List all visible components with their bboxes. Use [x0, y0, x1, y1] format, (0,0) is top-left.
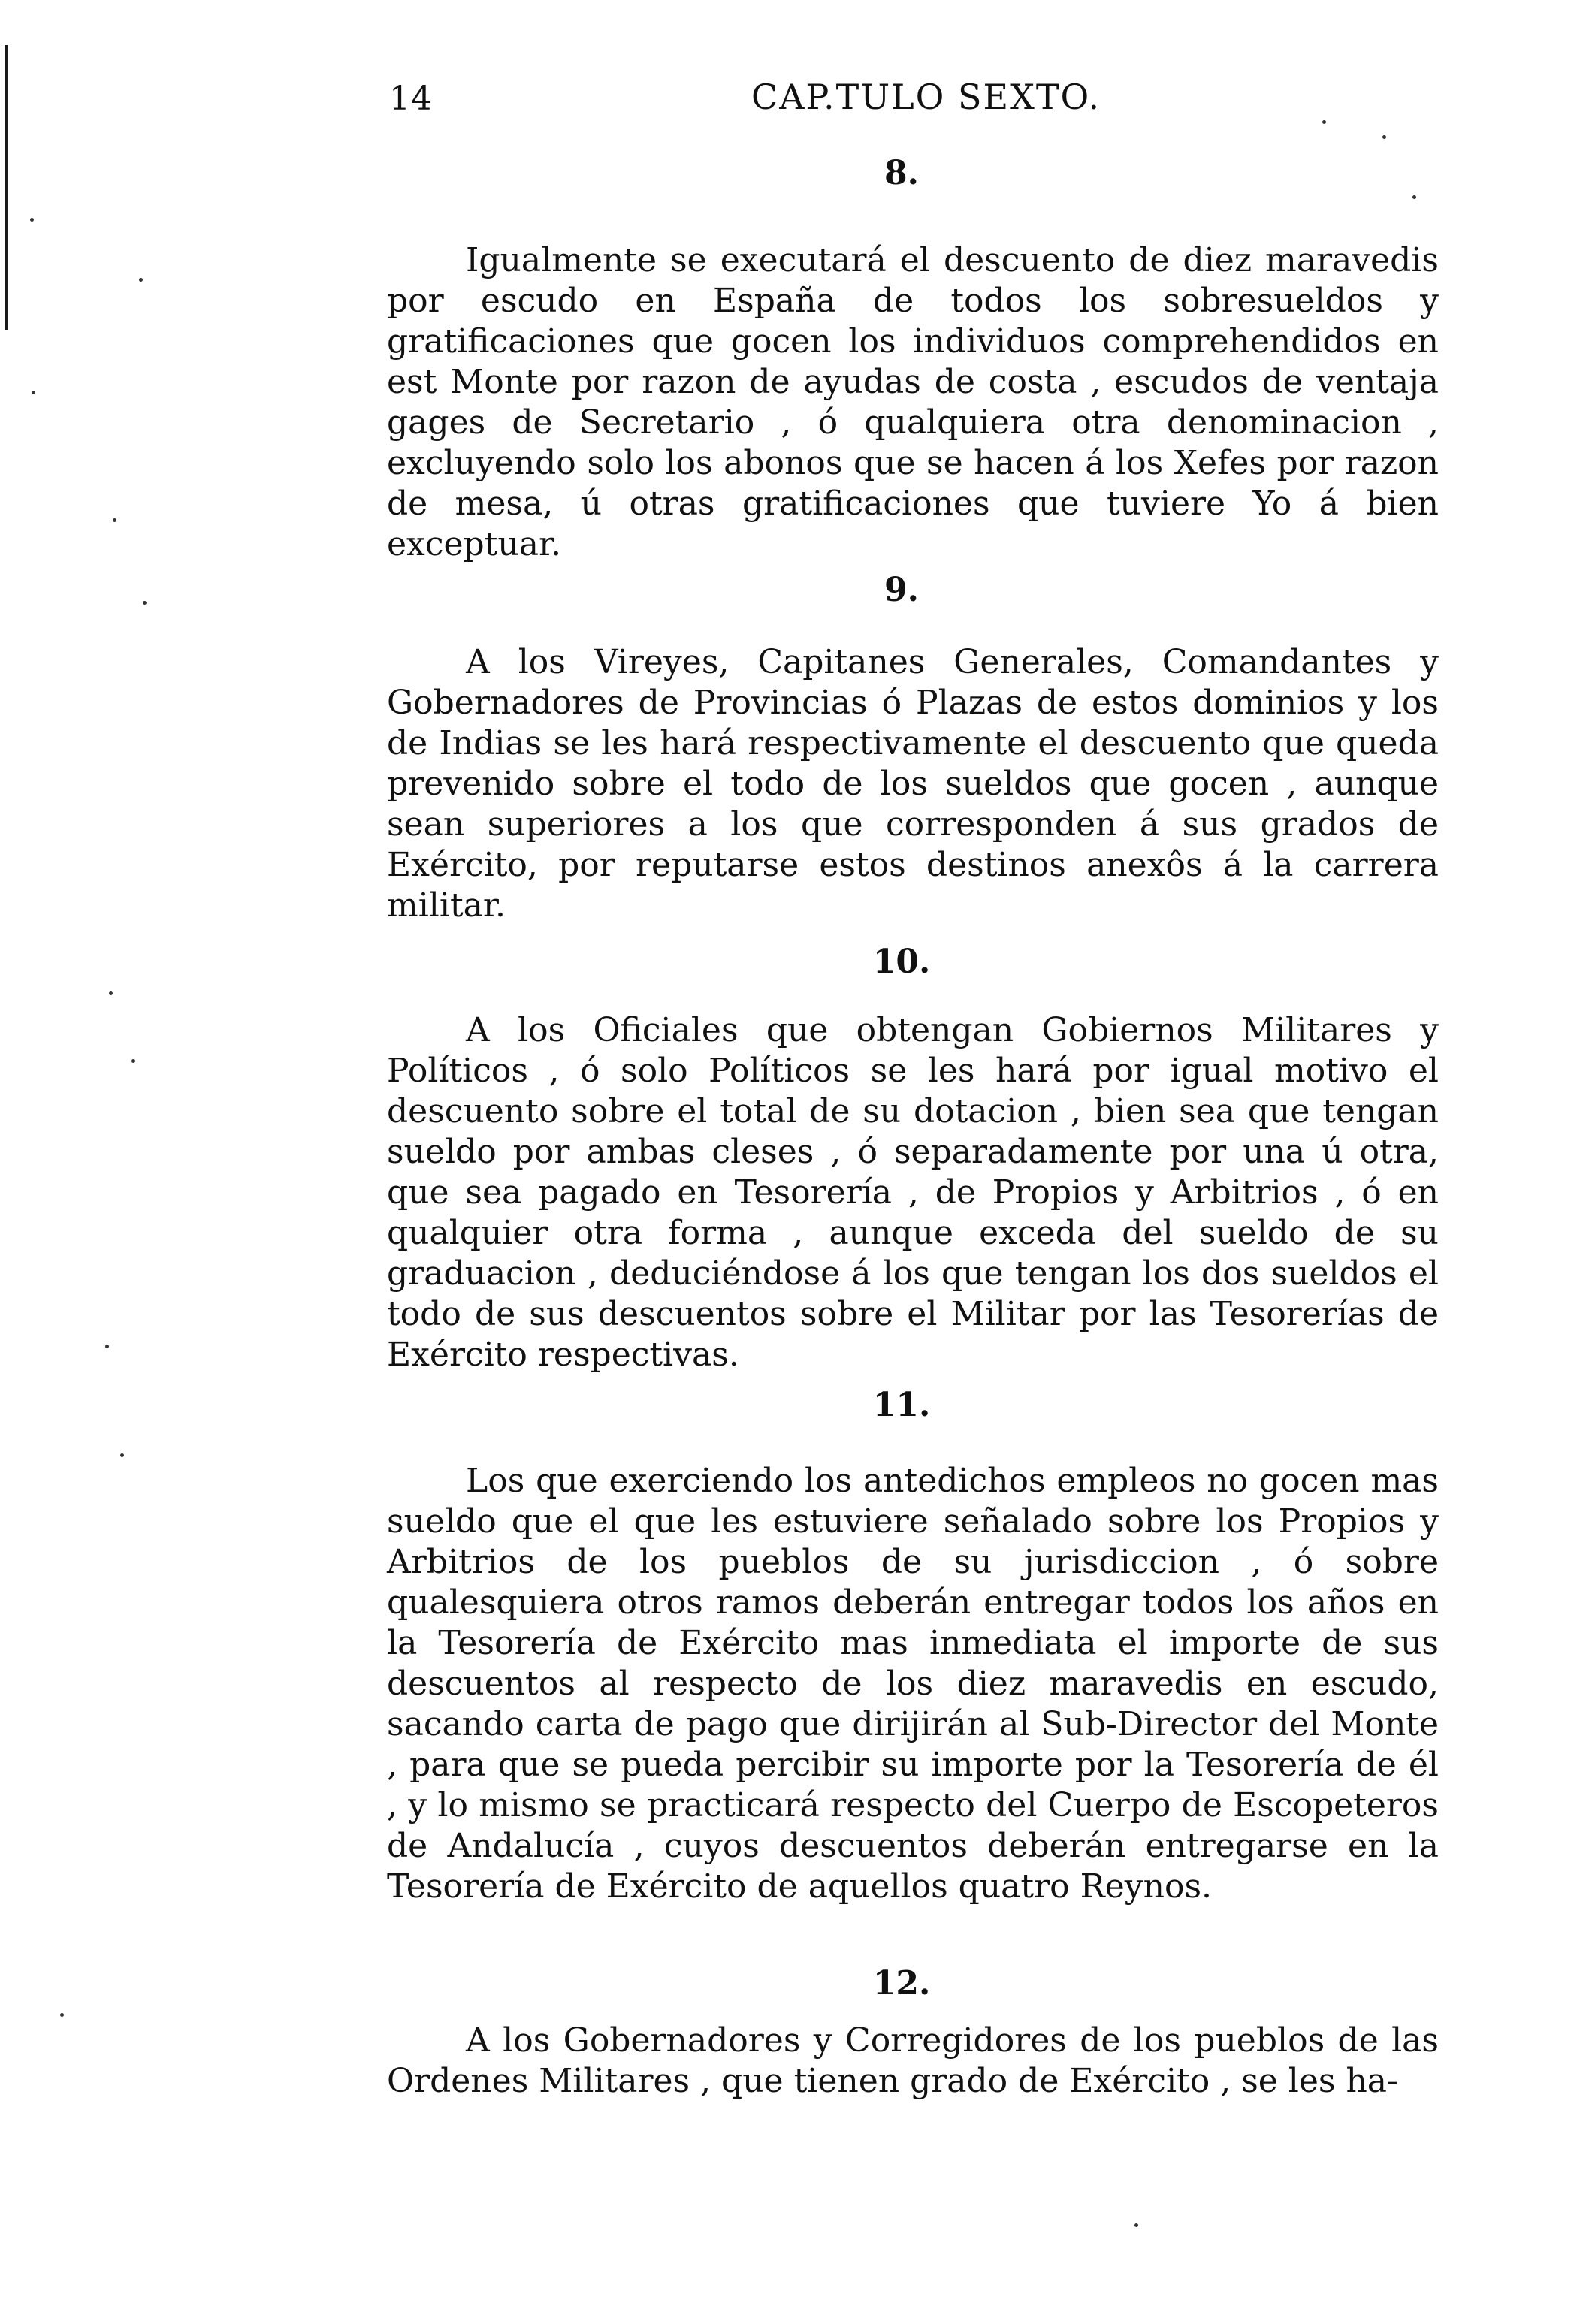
scan-speck — [60, 2013, 64, 2017]
scan-speck — [139, 278, 143, 282]
section-text: Igualmente se executará el descuento de diez maravedis por escudo en España de todos los sobresueldos y gratificaciones que gocen los individuos comprehendidos en est Monte por razon de ayudas de costa , escudos de ventaja gages de Secretario , ó qualquiera otra denominacion , excluyendo solo los abonos que se hacen á los Xefes por razon de mesa, ú otras gratificaciones que tuviere Yo á bien exceptuar. — [387, 241, 1439, 563]
section-paragraph-12 — [387, 2021, 1439, 2102]
scan-speck — [1322, 120, 1326, 124]
section-text: Los que exerciendo los antedichos empleos no gocen mas sueldo que el que les estuviere señalado sobre los Propios y Arbitrios de los pueblos de su jurisdiccion , ó sobre qualesquiera otros ramos deberán entregar todos los años en la Tesorería de Exército mas inmediata el importe de sus descuentos al respecto de los diez maravedis en escudo, sacando carta de pago que dirijirán al Sub-Director del Monte , para que se pueda percibir su importe por la Tesorería de él , y lo mismo se practicará respecto del Cuerpo de Escopeteros de Andalucía , cuyos descuentos deberán entregarse en la Tesorería de Exército de aquellos quatro Reynos. — [387, 1462, 1439, 1906]
section-paragraph-8 — [387, 240, 1439, 565]
running-head — [376, 74, 1427, 119]
section-number-10: 10. — [872, 943, 931, 981]
scan-speck — [30, 218, 34, 222]
scan-speck — [109, 991, 113, 995]
scan-speck — [143, 601, 147, 605]
scan-speck — [32, 391, 35, 394]
section-text: A los Oficiales que obtengan Gobiernos Militares y Políticos , ó solo Políticos se les hará por igual motivo el descuento sobre el total de su dotacion , bien sea que tengan sueldo por ambas cleses , ó separadamente por una ú otra, que sea pagado en Tesorería , de Propios y Arbitrios , ó en qualquier otra forma , aunque exceda del sueldo de su graduacion , deduciéndose á los que tengan los dos sueldos el todo de sus descuentos sobre el Militar por las Tesorerías de Exército respectivas. — [387, 1011, 1439, 1374]
scan-speck — [120, 1453, 124, 1457]
section-number-8: 8. — [884, 154, 919, 192]
scan-speck — [1412, 195, 1416, 199]
scan-speck — [1382, 135, 1386, 139]
page-number: 14 — [389, 80, 433, 118]
scan-speck — [105, 1345, 109, 1348]
section-text: A los Gobernadores y Corregidores de los pueblos de las Ordenes Militares , que tienen grado de Exército , se les ha- — [387, 2021, 1439, 2100]
section-paragraph-11 — [387, 1461, 1439, 1907]
section-text: A los Vireyes, Capitanes Generales, Comandantes y Gobernadores de Provincias ó Plazas de estos dominios y los de Indias se les hará respectivamente el descuento que queda prevenido sobre el todo de los sueldos que gocen , aunque sean superiores a los que corresponden á sus grados de Exército, por reputarse estos destinos anexôs á la carrera militar. — [387, 643, 1439, 925]
section-number-9: 9. — [884, 571, 919, 609]
scan-speck — [131, 1059, 135, 1063]
binding-edge — [5, 45, 8, 330]
section-paragraph-9 — [387, 642, 1439, 926]
scan-speck — [1134, 2223, 1138, 2227]
section-number-12: 12. — [872, 1964, 931, 2003]
section-number-11: 11. — [872, 1386, 931, 1424]
chapter-title: CAP.TULO SEXTO. — [751, 77, 1101, 117]
scan-speck — [113, 518, 116, 522]
section-paragraph-10 — [387, 1010, 1439, 1375]
